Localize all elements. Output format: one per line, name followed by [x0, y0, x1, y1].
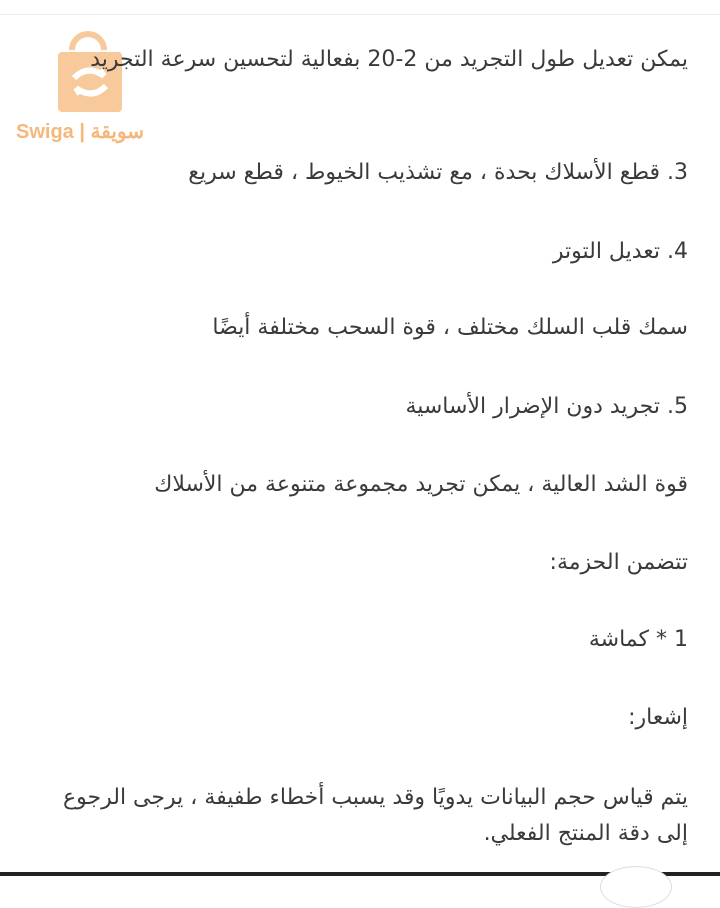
feature-5-text: قوة الشد العالية ، يمكن تجريد مجموعة متنوعة من الأسلاك — [154, 472, 688, 497]
feature-3-heading: 3. قطع الأسلاك بحدة ، مع تشذيب الخيوط ، قطع سريع — [188, 160, 688, 185]
feature-4-heading: 4. تعديل التوتر — [552, 239, 688, 264]
feature-4-text: سمك قلب السلك مختلف ، قوة السحب مختلفة أيضًا — [212, 315, 688, 340]
svg-text:Swiga | سويقة: Swiga | سويقة — [16, 121, 145, 143]
feature-5-heading: 5. تجريد دون الإضرار الأساسية — [405, 394, 688, 419]
notice-text: يتم قياس حجم البيانات يدويًا وقد يسبب أخطاء طفيفة ، يرجى الرجوع إلى دقة المنتج الفعلي. — [63, 785, 688, 846]
package-item: 1 * كماشة — [588, 627, 688, 652]
notice-heading: إشعار: — [628, 705, 688, 730]
top-divider — [0, 14, 720, 15]
floating-button[interactable] — [600, 866, 672, 908]
description-line: يمكن تعديل طول التجريد من 2-20 بفعالية لتحسين سرعة التجريد — [90, 47, 688, 72]
package-heading: تتضمن الحزمة: — [549, 550, 688, 575]
